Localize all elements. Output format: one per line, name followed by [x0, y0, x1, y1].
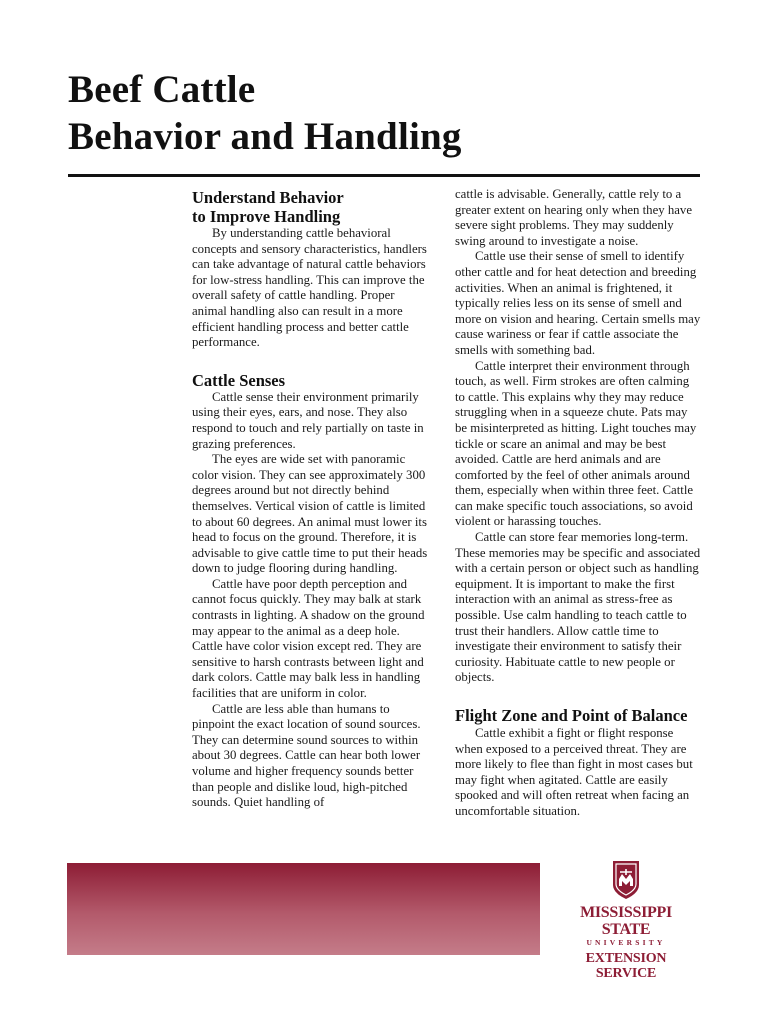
logo-university: UNIVERSITY: [586, 938, 666, 947]
document-title: [68, 66, 462, 160]
paragraph-vision: The eyes are wide set with panoramic color vision. They can see approximately 300 degrees around but not directly behind themselves. Vertical vision of cattle is limited to about 60 degrees. An animal must lower its head to focus on the ground. Therefore, it is advisable to give cattle time to put their heads down to judge flooring during handling.: [192, 452, 428, 576]
title-line-2: Behavior and Handling: [68, 115, 462, 158]
footer-banner: [67, 863, 540, 955]
right-column: [455, 187, 701, 820]
paragraph-hearing-continued: cattle is advisable. Generally, cattle rely to a greater extent on hearing only when they have severe sight problems. They may suddenly swing around to investigate a noise.: [455, 187, 693, 248]
heading-line-2: to Improve Handling: [192, 207, 341, 226]
title-divider: [68, 174, 700, 177]
paragraph-intro: By understanding cattle behavioral concepts and sensory characteristics, handlers can take advantage of natural cattle behaviors for low-stress handling. This can improve the overall safety of cattle handling. Proper animal handling also can result in a more efficient handling process and better cattle performance.: [192, 226, 427, 350]
left-column: [192, 184, 432, 811]
paragraph-senses-overview: Cattle sense their environment primarily using their eyes, ears, and nose. They also respond to touch and rely partially on taste in grazing preferences.: [192, 389, 424, 451]
paragraph-hearing: Cattle are less able than humans to pinpoint the exact location of sound sources. They can determine sound sources to within about 30 degrees. Cattle can hear both lower volume and higher frequency sounds better than people and dislike loud, high-pitched sounds. Quiet handling of: [192, 701, 421, 810]
paragraph-depth-perception: Cattle have poor depth perception and cannot focus quickly. They may balk at stark contrasts in lighting. A shadow on the ground may appear to the animal as a deep hole. Cattle have color vision except red. They are sensitive to harsh contrasts between light and dark colors. Cattle may balk less in handling facilities that are uniform in color.: [192, 576, 425, 701]
logo-name: MISSISSIPPI STATE: [580, 904, 672, 938]
paragraph-touch: Cattle interpret their environment through touch, as well. Firm strokes are often calming to cattle. This explains why they may reduce struggling when in a squeeze chute. Pats may be misinterpreted as hitting. Light touches may tickle or scare an animal and may be best avoided. Cattle are herd animals and are comforted by the feel of other animals around them, especially when within three feet. Cattle can make specific touch associations, so avoid violent or harassing touches.: [455, 358, 697, 529]
msu-extension-logo: [556, 860, 696, 981]
title-line-1: Beef Cattle: [68, 68, 256, 111]
paragraph-smell: Cattle use their sense of smell to identify other cattle and for heat detection and breeding activities. When an animal is frightened, it typically relies less on its sense of smell and more on vision and hearing. Certain smells may cause wariness or fear if cattle associate the smells with something bad.: [455, 249, 701, 357]
section-heading-understand-behavior: [192, 188, 432, 226]
paragraph-flight-response: Cattle exhibit a fight or flight response when exposed to a perceived threat. They are more likely to flee than fight in most cases but may fight when agitated. Cattle are easily spooked and will often retreat when facing an uncomfortable situation.: [455, 726, 693, 818]
logo-extension-service: EXTENSION SERVICE: [585, 951, 667, 981]
section-heading-cattle-senses: Cattle Senses: [192, 370, 286, 390]
paragraph-fear-memories: Cattle can store fear memories long-term. These memories may be specific and associated with a certain person or object such as handling equipment. It is important to make the first interaction with an animal as stress-free as possible. Use calm handling to teach cattle to trust their handlers. Allow cattle time to investigate their environment to satisfy their curiosity. Habituate cattle to new people or objects.: [455, 530, 701, 685]
heading-line-1: Understand Behavior: [192, 188, 344, 207]
msu-shield-icon: [611, 860, 641, 900]
section-heading-flight-zone: Flight Zone and Point of Balance: [455, 706, 688, 725]
